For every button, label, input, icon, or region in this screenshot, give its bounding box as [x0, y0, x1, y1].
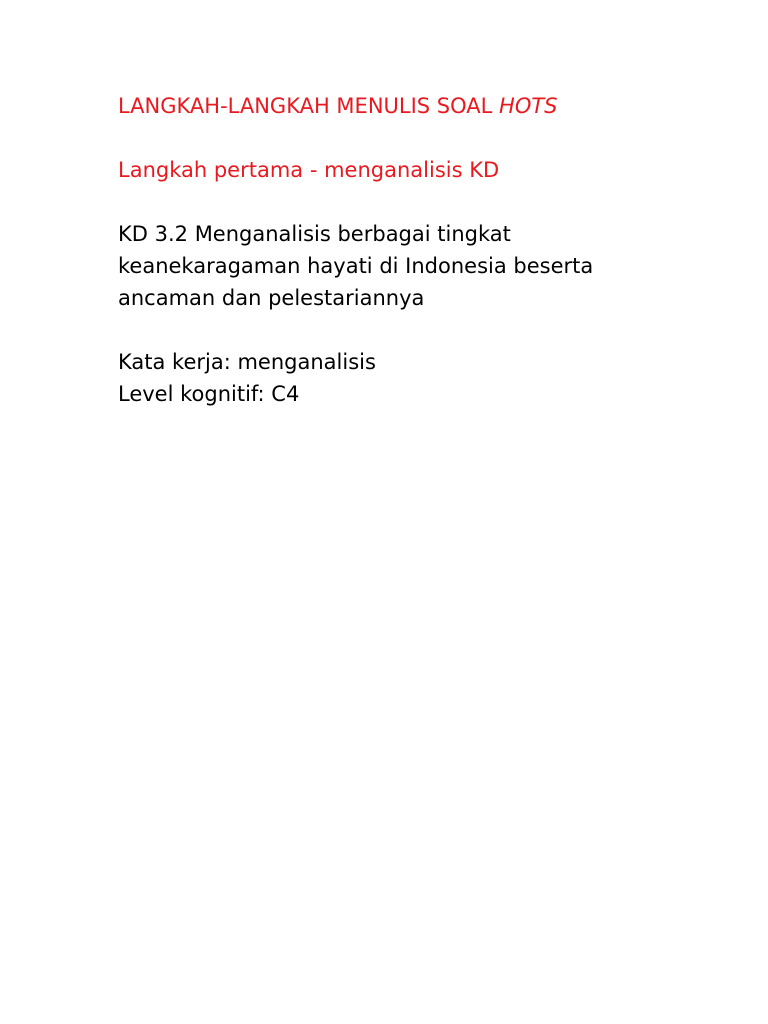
document-heading	[118, 90, 738, 122]
spacer	[118, 186, 738, 218]
document-subheading: Langkah pertama - menganalisis KD	[118, 158, 500, 182]
kd-line-3: ancaman dan pelestariannya	[118, 286, 425, 310]
spacer	[118, 314, 738, 346]
kd-line-2: keanekaragaman hayati di Indonesia beserta	[118, 254, 594, 278]
kd-line-1: KD 3.2 Menganalisis berbagai tingkat	[118, 222, 511, 246]
detail-verb: Kata kerja: menganalisis	[118, 350, 376, 374]
heading-prefix: LANGKAH-LANGKAH MENULIS SOAL	[118, 94, 500, 118]
document-content	[118, 90, 738, 410]
heading-emphasis: HOTS	[499, 94, 558, 118]
detail-cognitive-level: Level kognitif: C4	[118, 382, 300, 406]
spacer	[118, 122, 738, 154]
